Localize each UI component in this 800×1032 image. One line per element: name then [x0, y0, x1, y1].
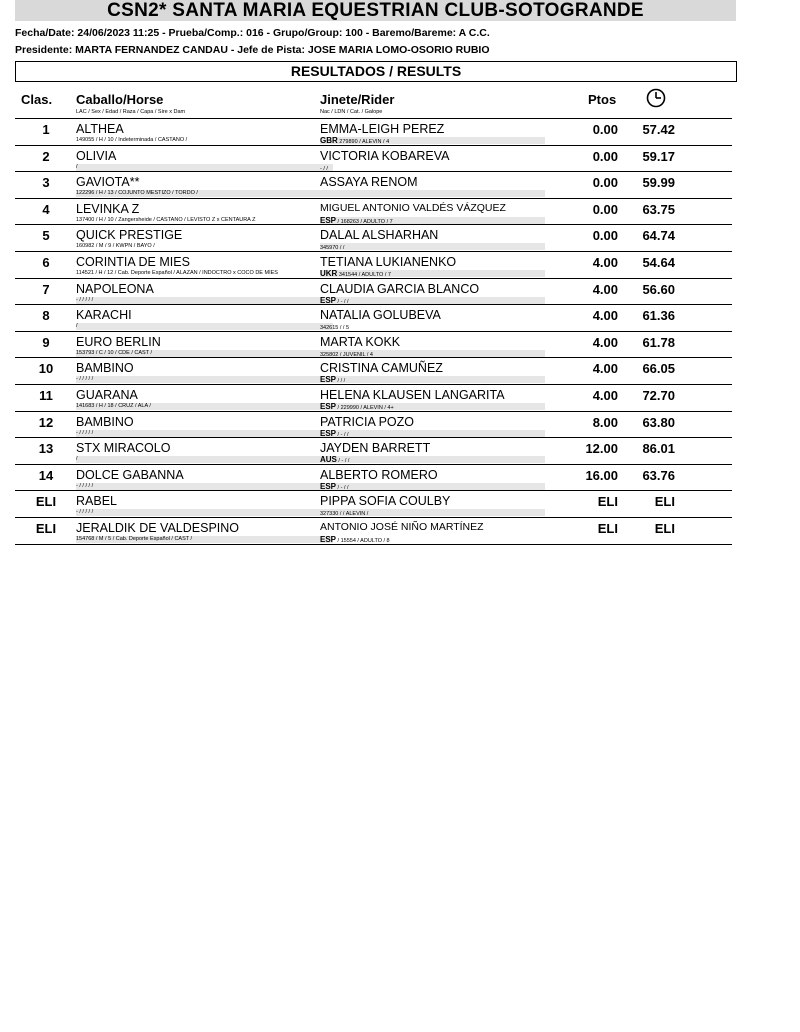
horse-details: 149055 / H / 10 / Indeterminada / CASTAÑO / [76, 137, 188, 143]
column-header-horse: Caballo/Horse [76, 92, 164, 107]
page-title-bar [15, 0, 736, 21]
rider-nationality: GBR [320, 137, 338, 144]
column-header-rank: Clas. [21, 92, 53, 107]
horse-details: 137400 / H / 10 / Zangersheide / CASTAÑO / LEVISTO Z x CENTAURA Z [76, 216, 256, 223]
event-info-line: Fecha/Date: 24/06/2023 11:25 - Prueba/Comp.: 016 - Grupo/Group: 100 - Baremo/Bareme: A C.C. [15, 27, 490, 39]
rider-details [320, 270, 545, 277]
horse-details: - / / / / / [76, 376, 333, 383]
rider-nationality: ESP [320, 429, 337, 437]
rider-details [320, 217, 545, 224]
horse-details: - / / / / / [76, 509, 333, 516]
table-row [15, 171, 732, 199]
horse-name: NAPOLEONA [76, 281, 154, 296]
horse-name: GUARANA [76, 388, 138, 402]
horse-details: - / / / / / [76, 430, 333, 437]
rider-details [320, 297, 545, 304]
time-cell: ELI [654, 494, 675, 510]
horse-name: LEVINKA Z [76, 201, 140, 216]
column-header-points: Ptos [588, 92, 617, 107]
time-cell: ELI [654, 521, 675, 536]
time-cell: 63.75 [642, 201, 675, 217]
table-row [15, 357, 732, 385]
rider-details [320, 483, 545, 490]
rank-cell: 10 [38, 361, 54, 377]
horse-details: 154768 / M / 5 / Cab. Deporte Español / CAST / [76, 536, 333, 543]
rider-detail-text: 279890 / ALEVIN / 4 [337, 139, 390, 144]
rank-cell: 7 [42, 281, 50, 297]
rider-nationality: ESP [320, 482, 337, 490]
rider-detail-text: 341544 / ADULTO / 7 [337, 272, 391, 277]
rider-details [320, 350, 545, 357]
points-cell: ELI [597, 521, 618, 536]
points-cell: 4.00 [592, 308, 618, 324]
time-cell: 86.01 [642, 441, 675, 457]
rank-cell: 3 [42, 175, 50, 191]
rider-detail-text: / - / / [336, 458, 350, 464]
points-cell: 4.00 [592, 388, 618, 403]
rider-name: PIPPA SOFIA COULBY [320, 494, 451, 509]
rider-details [320, 323, 545, 330]
clock-icon [646, 88, 666, 108]
rider-nationality: UKR [320, 270, 338, 277]
rider-name: NATALIA GOLUBEVA [320, 308, 441, 323]
rank-cell: 13 [38, 441, 54, 457]
horse-details: / [76, 323, 333, 330]
rank-cell: 6 [42, 255, 50, 270]
rank-cell: 2 [42, 148, 50, 164]
horse-details: - / / / / / [76, 297, 333, 304]
rank-cell: 12 [38, 414, 54, 430]
horse-name: KARACHI [76, 308, 132, 323]
horse-name: JERALDIK DE VALDESPINO [76, 521, 240, 535]
rider-detail-text: 325802 / JUVENIL / 4 [320, 351, 373, 357]
points-cell: 0.00 [592, 228, 618, 244]
officials-line: Presidente: MARTA FERNANDEZ CANDAU - Jefe de Pista: JOSE MARIA LOMO-OSORIO RUBIO [15, 44, 490, 56]
rider-detail-text: / 15554 / ADULTO / 8 [336, 538, 390, 543]
rider-details [320, 190, 545, 197]
horse-name: EURO BERLIN [76, 334, 161, 349]
rider-details [320, 164, 545, 171]
time-cell: 61.36 [642, 308, 675, 324]
horse-name: STX MIRACOLO [76, 441, 171, 456]
time-cell: 59.17 [642, 148, 675, 164]
horse-name: CORINTIA DE MIES [76, 255, 190, 269]
table-row [15, 411, 732, 439]
points-cell: 0.00 [592, 201, 618, 217]
rider-name: PATRICIA POZO [320, 414, 414, 429]
time-cell: 63.80 [642, 414, 675, 430]
time-cell: 57.42 [642, 122, 675, 137]
column-subheader-rider: Nac / LDN / Cat. / Galope [320, 109, 383, 115]
rider-nationality: AUS [320, 456, 337, 464]
points-cell: 0.00 [592, 148, 618, 164]
points-cell: 8.00 [592, 414, 618, 430]
rider-detail-text: / - / / [336, 298, 349, 304]
points-cell: 0.00 [592, 175, 618, 191]
rider-detail-text: / 168263 / ADULTO / 7 [336, 218, 393, 224]
rider-name: CRISTINA CAMUÑEZ [320, 361, 443, 376]
horse-details: / [76, 456, 333, 463]
time-cell: 61.78 [642, 334, 675, 350]
table-row [15, 437, 732, 465]
points-cell: 4.00 [592, 361, 618, 377]
rider-detail-text: 345970 / / [320, 245, 345, 251]
rank-cell: 4 [42, 201, 50, 217]
horse-details: 141683 / H / 18 / CRUZ / ALA / [76, 403, 333, 410]
table-row [15, 331, 732, 359]
rider-name: HELENA KLAUSEN LANGARITA [320, 388, 505, 402]
rider-detail-text: 342615 / / 5 [320, 325, 350, 331]
rank-cell: 14 [38, 467, 54, 483]
rider-details [320, 376, 545, 383]
rider-details [320, 137, 545, 144]
horse-details: - / / / / / [76, 483, 333, 490]
rider-details [320, 509, 545, 516]
rider-details [320, 456, 545, 463]
table-row [15, 145, 732, 173]
time-cell: 66.05 [642, 361, 675, 377]
rider-detail-text: 327330 / / ALEVIN / [320, 511, 369, 517]
rider-name: DALAL ALSHARHAN [320, 228, 439, 243]
horse-name: ALTHEA [76, 122, 124, 136]
rider-name: ANTONIO JOSÉ NIÑO MARTÍNEZ [320, 521, 484, 533]
rider-name: MARTA KOKK [320, 334, 401, 349]
rider-detail-text: / 229990 / ALEVIN / 4+ [336, 405, 394, 410]
rider-details [320, 430, 545, 437]
points-cell: 4.00 [592, 281, 618, 297]
horse-name: QUICK PRESTIGE [76, 228, 183, 243]
table-row [15, 517, 732, 545]
table-row [15, 198, 732, 226]
rider-name: ASSAYA RENOM [320, 175, 418, 190]
rider-nationality: ESP [320, 216, 337, 224]
page-title: CSN2* SANTA MARIA EQUESTRIAN CLUB-SOTOGRANDE [107, 0, 644, 21]
table-row [15, 490, 732, 518]
points-cell: 4.00 [592, 334, 618, 350]
table-row [15, 464, 732, 492]
horse-name: GAVIOTA** [76, 175, 140, 190]
table-row [15, 118, 732, 146]
rider-detail-text: - / / [320, 165, 328, 171]
points-cell: 4.00 [592, 255, 618, 270]
table-row [15, 304, 732, 332]
rider-nationality: ESP [320, 403, 337, 410]
rider-detail-text: / - / / [336, 484, 349, 490]
rider-name: EMMA-LEIGH PEREZ [320, 122, 445, 136]
rank-cell: 5 [42, 228, 50, 244]
rider-name: TETIANA LUKIANENKO [320, 255, 457, 269]
rider-nationality: ESP [320, 536, 337, 543]
results-heading: RESULTADOS / RESULTS [290, 63, 462, 79]
horse-details: 160982 / M / 9 / KWPN / BAYO / [76, 243, 155, 250]
points-cell: 16.00 [585, 467, 618, 483]
rank-cell: ELI [35, 494, 57, 510]
points-cell: 12.00 [585, 441, 618, 457]
rank-cell: 11 [39, 388, 53, 403]
rider-nationality: ESP [320, 296, 337, 304]
column-subheader-horse: LAC / Sex / Edad / Raza / Capa / Sire x Dam [76, 109, 186, 115]
time-cell: 59.99 [642, 175, 675, 191]
rider-detail-text: / / / [336, 378, 346, 384]
rider-name: VICTORIA KOBAREVA [320, 148, 450, 163]
rider-name: CLAUDIA GARCIA BLANCO [320, 281, 480, 296]
horse-details: 122296 / H / 13 / COJUNTO MESTIZO / TORDO / [76, 190, 333, 197]
column-header-rider: Jinete/Rider [320, 92, 395, 107]
points-cell: 0.00 [592, 122, 618, 137]
rider-name: JAYDEN BARRETT [320, 441, 431, 456]
time-cell: 72.70 [642, 388, 675, 403]
horse-details: 114521 / H / 12 / Cab. Deporte Español / ALAZÁN / INDOCTRO x COCO DE MIES [76, 270, 278, 276]
rider-name: MIGUEL ANTONIO VALDÉS VÁZQUEZ [320, 201, 506, 214]
rank-cell: 8 [42, 308, 50, 324]
rider-details [320, 536, 545, 543]
points-cell: ELI [597, 494, 618, 510]
horse-name: BAMBINO [76, 361, 134, 376]
rank-cell: 1 [42, 122, 50, 137]
time-cell: 54.64 [642, 255, 675, 270]
horse-details: 153793 / C / 10 / CDE / CAST / [76, 350, 333, 357]
horse-details: / [76, 164, 333, 171]
rider-name: ALBERTO ROMERO [320, 467, 438, 482]
time-cell: 63.76 [642, 467, 675, 483]
rank-cell: ELI [35, 521, 57, 536]
rider-details [320, 243, 545, 250]
results-heading-box [15, 61, 737, 82]
table-row [15, 224, 732, 252]
rider-detail-text: / - / / [336, 431, 349, 437]
horse-name: RABEL [76, 494, 117, 509]
horse-name: DOLCE GABANNA [76, 467, 184, 482]
rider-details [320, 403, 545, 410]
horse-name: OLIVIA [76, 148, 117, 163]
time-cell: 56.60 [642, 281, 675, 297]
rider-nationality: ESP [320, 376, 337, 384]
rank-cell: 9 [42, 334, 50, 350]
table-row [15, 251, 732, 279]
table-row [15, 384, 732, 412]
horse-name: BAMBINO [76, 414, 134, 429]
table-row [15, 278, 732, 306]
time-cell: 64.74 [642, 228, 675, 244]
